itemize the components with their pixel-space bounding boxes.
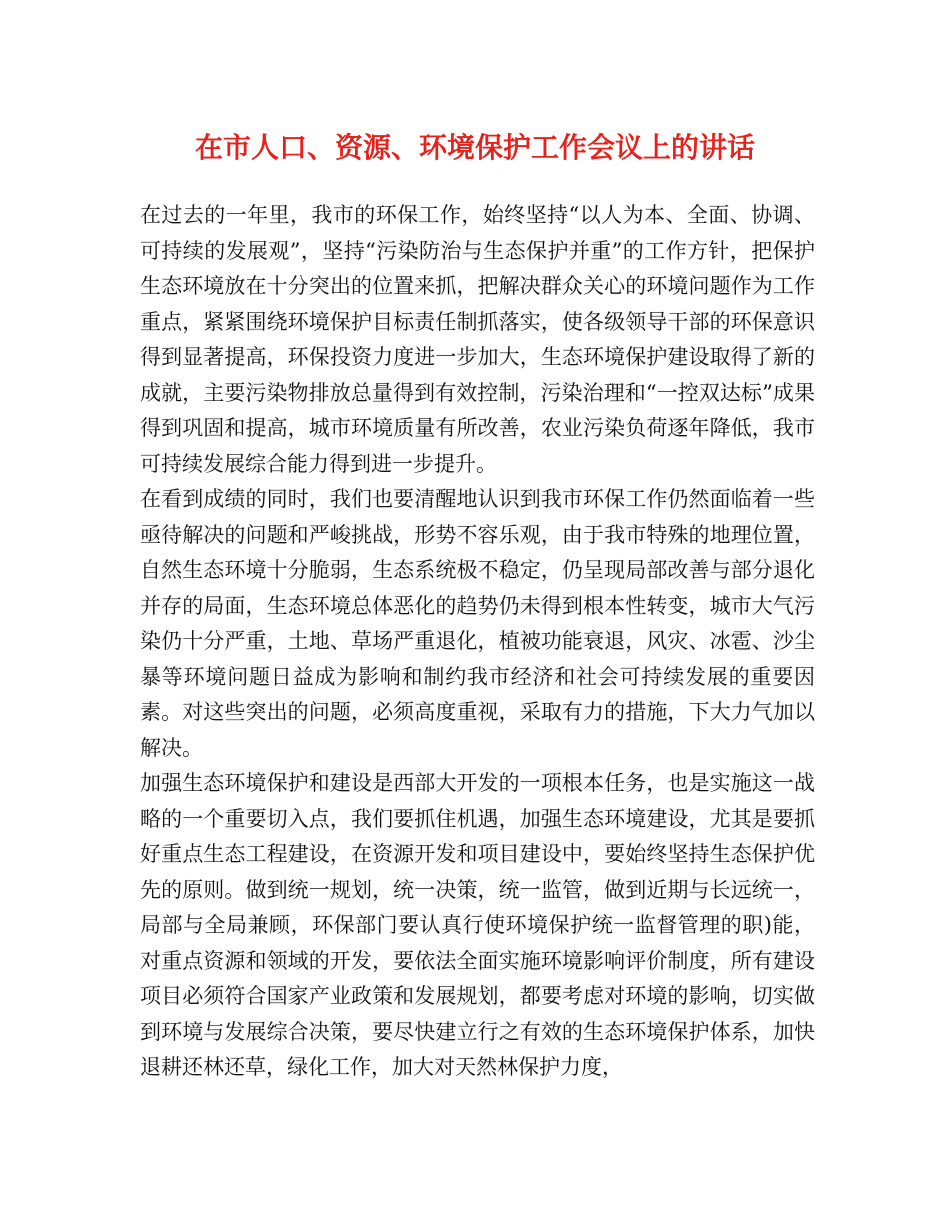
document-title: 在市人口、资源、环境保护工作会议上的讲话 [194, 131, 755, 164]
paragraph-2: 在看到成绩的同时，我们也要清醒地认识到我市环保工作仍然面临着一些亟待解决的问题和严峻挑战，形势不容乐观，由于我市特殊的地理位置，自然生态环境十分脆弱，生态系统极不稳定，仍呈现局部改善与部分退化并存的局面，生态环境总体恶化的趋势仍未得到根本性转变，城市大气污染仍十分严重，土地、草场严重退化，植被功能衰退，风灾、冰雹、沙尘暴等环境问题日益成为影响和制约我市经济和社会可持续发展的重要因素。对这些突出的问题，必须高度重视，采取有力的措施，下大力气加以解决。 [140, 487, 815, 760]
paragraph-3: 加强生态环境保护和建设是西部大开发的一项根本任务，也是实施这一战略的一个重要切入点，我们要抓住机遇，加强生态环境建设，尤其是要抓好重点生态工程建设，在资源开发和项目建设中，要始终坚持生态保护优先的原则。做到统一规划，统一决策，统一监管，做到近期与长远统一，局部与全局兼顾，环保部门要认真行使环境保护统一监督管理的职)能，对重点资源和领域的开发，要依法全面实施环境影响评价制度，所有建设项目必须符合国家产业政策和发展规划，都要考虑对环境的影响，切实做到环境与发展综合决策，要尽快建立行之有效的生态环境保护体系，加快退耕还林还草，绿化工作，加大对天然林保护力度， [140, 771, 815, 1079]
document-body [140, 198, 815, 1086]
paragraph-1: 在过去的一年里，我市的环保工作，始终坚持“以人为本、全面、协调、可持续的发展观”，坚持“污染防治与生态保护并重”的工作方针，把保护生态环境放在十分突出的位置来抓，把解决群众关心的环境问题作为工作重点，紧紧围绕环境保护目标责任制抓落实，使各级领导干部的环保意识得到显著提高，环保投资力度进一步加大，生态环境保护建设取得了新的成就，主要污染物排放总量得到有效控制，污染治理和“一控双达标”成果得到巩固和提高，城市环境质量有所改善，农业污染负荷逐年降低，我市可持续发展综合能力得到进一步提升。 [140, 203, 815, 476]
